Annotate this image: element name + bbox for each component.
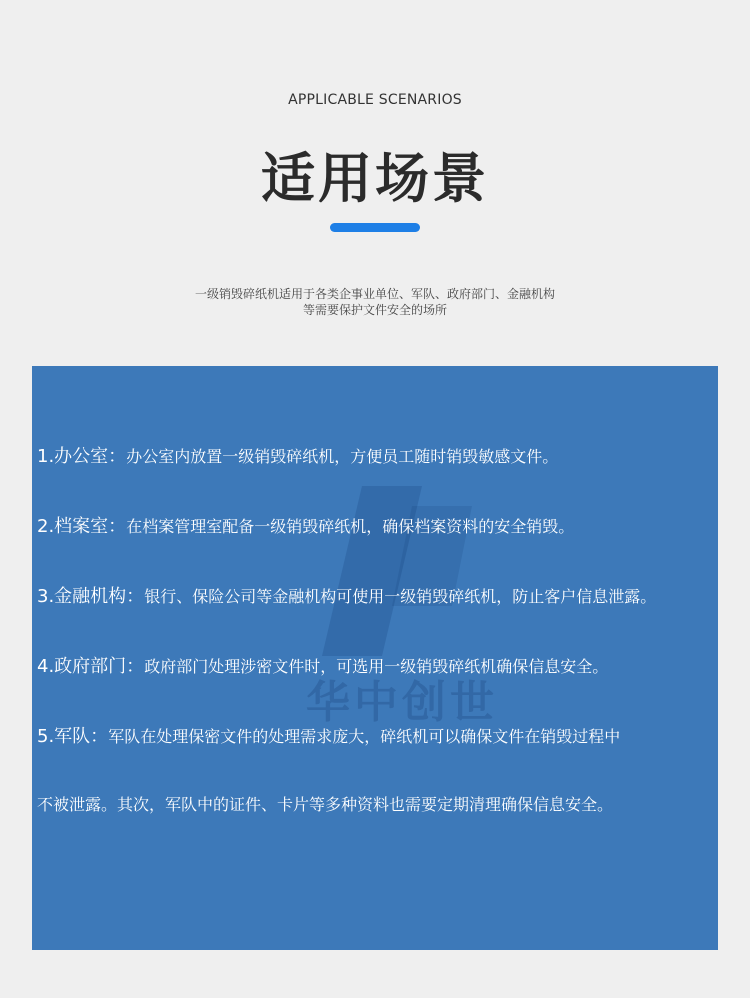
scenario-label: 5.军队： <box>37 726 109 747</box>
intro-text <box>0 286 750 318</box>
scenario-text: 在档案管理室配备一级销毁碎纸机，确保档案资料的安全销毁。 <box>126 517 575 536</box>
section-eyebrow: APPLICABLE SCENARIOS <box>288 92 462 108</box>
section-title: 适用场景 <box>261 147 489 210</box>
scenario-item-finance <box>37 582 656 608</box>
scenario-item-government <box>37 652 608 678</box>
scenario-item-military-continued: 不被泄露。其次，军队中的证件、卡片等多种资料也需要定期清理确保信息安全。 <box>37 795 614 814</box>
scenario-label: 1.办公室： <box>37 446 127 467</box>
scenario-label: 4.政府部门： <box>37 656 145 677</box>
scenario-text: 军队在处理保密文件的处理需求庞大，碎纸机可以确保文件在销毁过程中 <box>108 727 621 746</box>
scenario-text: 办公室内放置一级销毁碎纸机，方便员工随时销毁敏感文件。 <box>126 447 559 466</box>
scenario-text: 政府部门处理涉密文件时，可选用一级销毁碎纸机确保信息安全。 <box>144 657 609 676</box>
scenario-text: 银行、保险公司等金融机构可使用一级销毁碎纸机，防止客户信息泄露。 <box>144 587 657 606</box>
intro-line-2: 等需要保护文件安全的场所 <box>302 303 447 317</box>
title-accent-bar <box>330 223 420 232</box>
scenario-item-archive <box>37 512 574 538</box>
scenario-label: 2.档案室： <box>37 516 127 537</box>
intro-line-1: 一级销毁碎纸机适用于各类企事业单位、军队、政府部门、金融机构 <box>194 287 555 301</box>
scenario-label: 3.金融机构： <box>37 586 145 607</box>
watermark-text: 华中创世 <box>306 677 498 728</box>
scenario-item-office <box>37 442 558 468</box>
scenario-item-military <box>37 722 620 748</box>
scenarios-panel <box>32 366 718 950</box>
